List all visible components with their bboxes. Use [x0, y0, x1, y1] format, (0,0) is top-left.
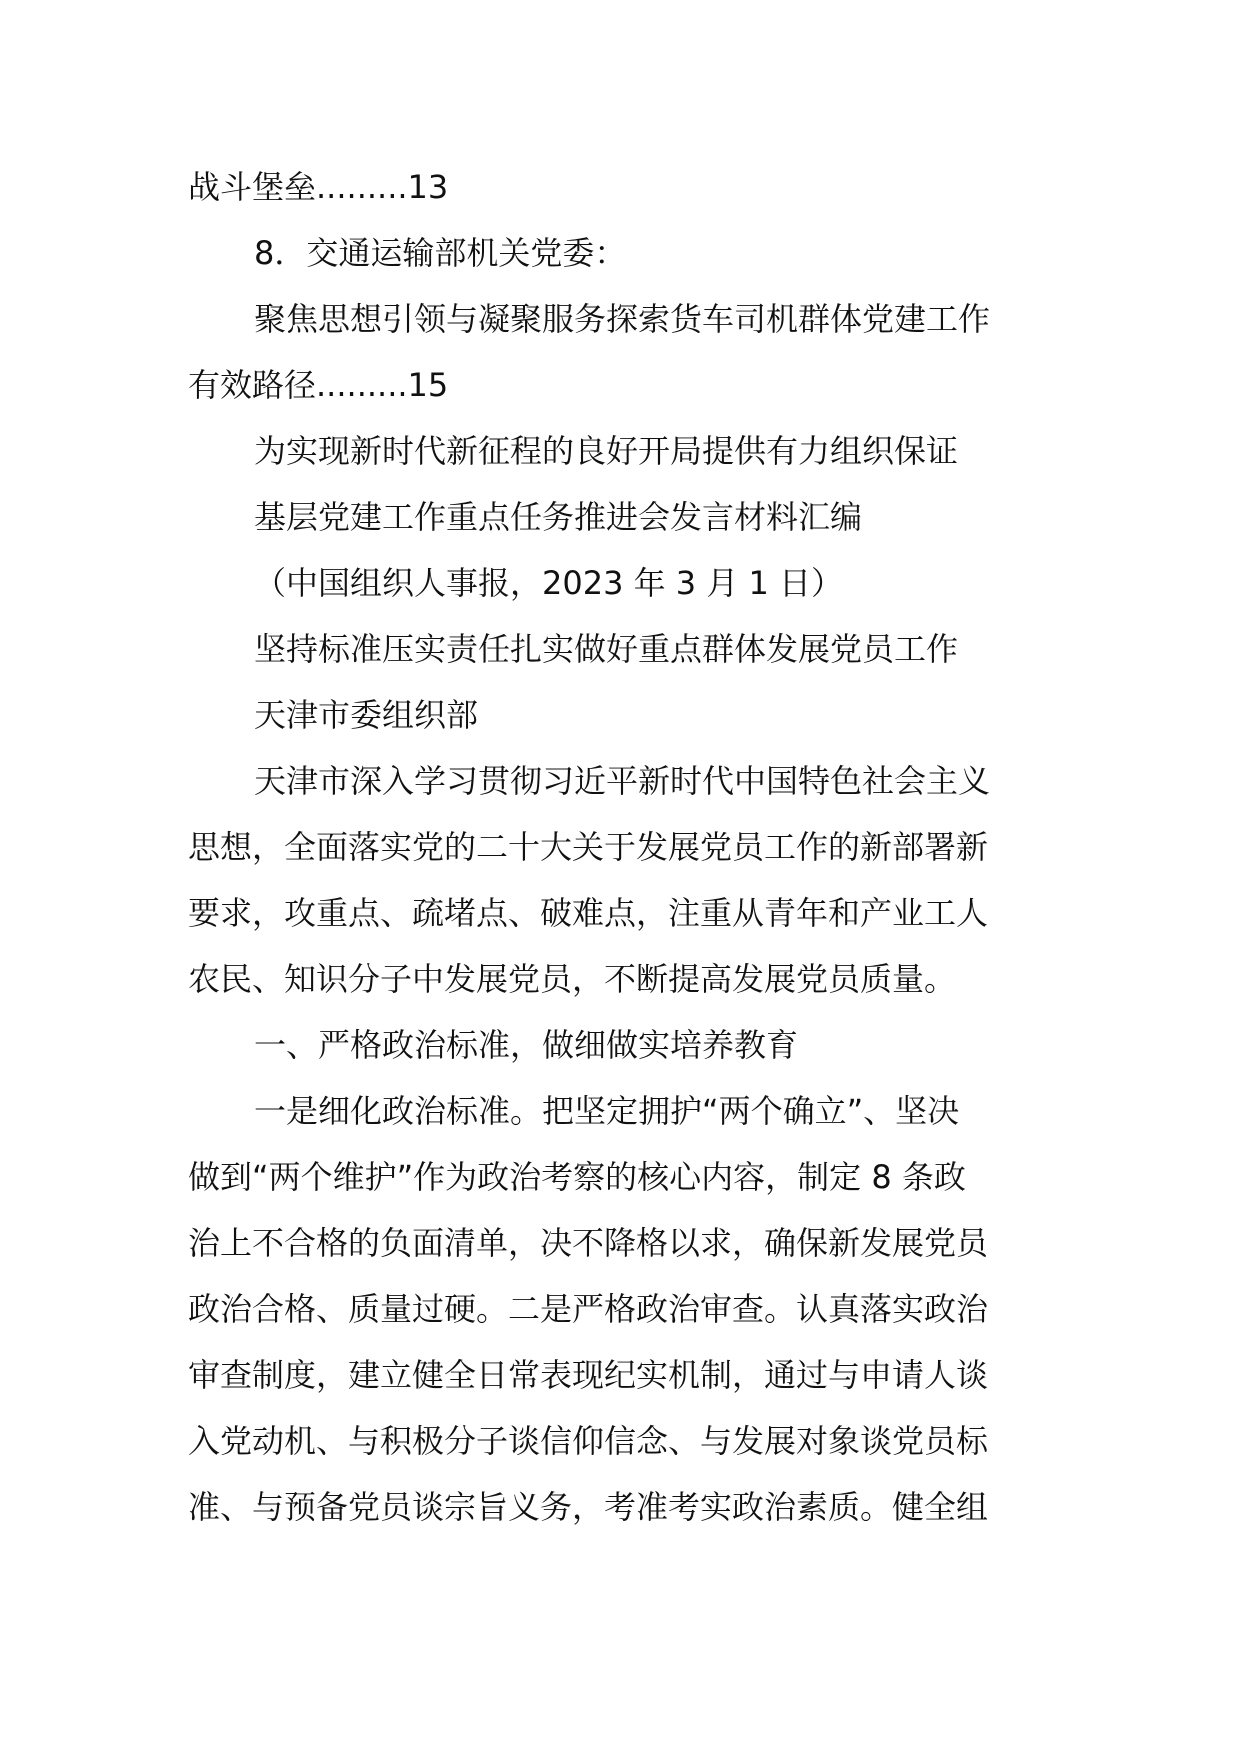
- text-line: 战斗堡垒.........13: [188, 168, 449, 206]
- text-line: 准、与预备党员谈宗旨义务，考准考实政治素质。健全组: [188, 1488, 989, 1526]
- text-line: 政治合格、质量过硬。二是严格政治审查。认真落实政治: [188, 1290, 989, 1328]
- text-line: （中国组织人事报，2023 年 3 月 1 日）: [254, 564, 844, 602]
- text-line: 8．交通运输部机关党委：: [254, 234, 627, 272]
- text-line: 审查制度，建立健全日常表现纪实机制，通过与申请人谈: [188, 1356, 989, 1394]
- text-line: 农民、知识分子中发展党员，不断提高发展党员质量。: [188, 960, 957, 998]
- text-line: 天津市深入学习贯彻习近平新时代中国特色社会主义: [254, 762, 991, 800]
- text-line: 一、严格政治标准，做细做实培养教育: [254, 1026, 799, 1064]
- text-line: 一是细化政治标准。把坚定拥护“两个确立”、坚决: [254, 1092, 960, 1130]
- text-line: 做到“两个维护”作为政治考察的核心内容，制定 8 条政: [188, 1158, 966, 1196]
- text-line: 入党动机、与积极分子谈信仰信念、与发展对象谈党员标: [188, 1422, 989, 1460]
- text-line: 要求，攻重点、疏堵点、破难点，注重从青年和产业工人: [188, 894, 989, 932]
- text-line: 治上不合格的负面清单，决不降格以求，确保新发展党员: [188, 1224, 989, 1262]
- text-line: 基层党建工作重点任务推进会发言材料汇编: [254, 498, 863, 536]
- text-line: 思想，全面落实党的二十大关于发展党员工作的新部署新: [188, 828, 989, 866]
- text-line: 为实现新时代新征程的良好开局提供有力组织保证: [254, 432, 959, 470]
- text-line: 坚持标准压实责任扎实做好重点群体发展党员工作: [254, 630, 959, 668]
- text-line: 聚焦思想引领与凝聚服务探索货车司机群体党建工作: [254, 300, 991, 338]
- document-body: [188, 154, 1072, 1540]
- text-line: 有效路径.........15: [188, 366, 449, 404]
- text-line: 天津市委组织部: [254, 696, 479, 734]
